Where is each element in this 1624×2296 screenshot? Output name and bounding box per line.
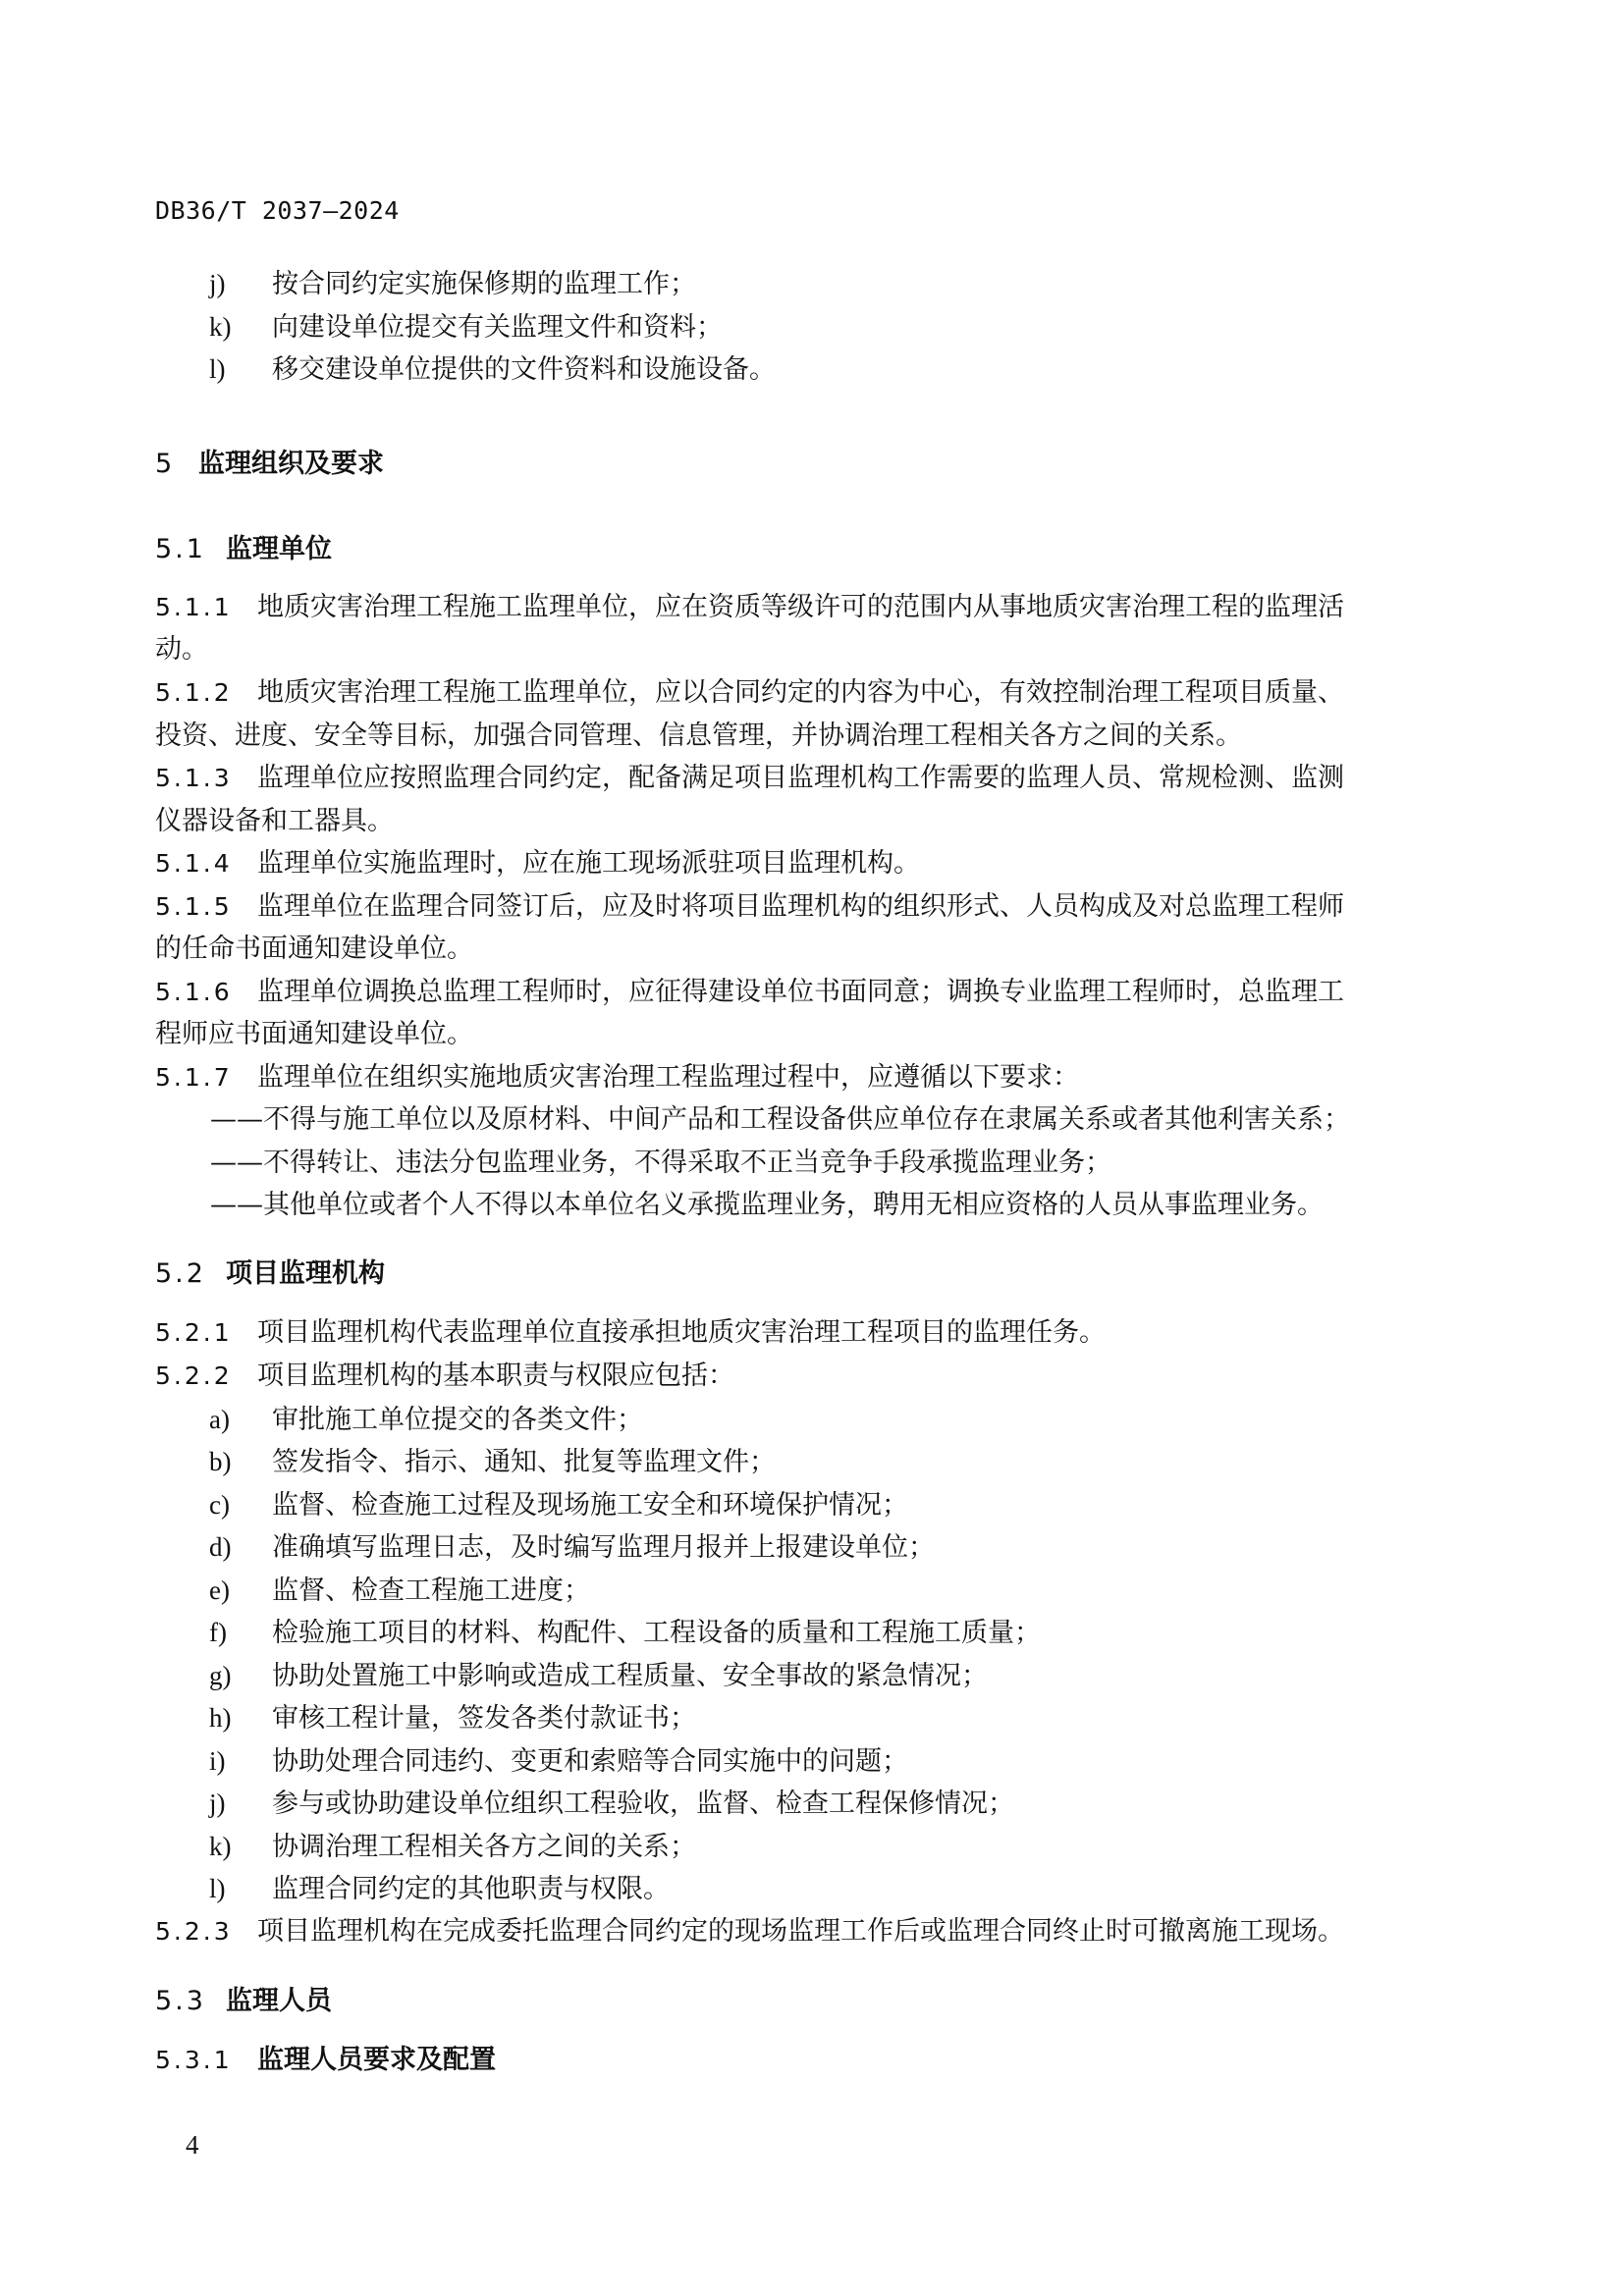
list-text: 协助处置施工中影响或造成工程质量、安全事故的紧急情况；	[272, 1661, 988, 1691]
clause-5-2-3	[155, 1910, 1344, 1953]
clause-5-1-6	[155, 971, 1344, 1014]
clause-text: 监理单位在监理合同签订后，应及时将项目监理机构的组织形式、人员构成及对总监理工程师	[257, 891, 1344, 922]
list-item	[209, 1739, 908, 1784]
section-title: 监理单位	[226, 534, 332, 564]
list-marker: a)	[209, 1405, 230, 1434]
dash-item: ——不得与施工单位以及原材料、中间产品和工程设备供应单位存在隶属关系或者其他利害关系；	[210, 1104, 1350, 1135]
list-marker: i)	[209, 1746, 226, 1776]
list-item	[209, 1525, 935, 1570]
list-text: 准确填写监理日志，及时编写监理月报并上报建设单位；	[272, 1532, 935, 1563]
list-text: 向建设单位提交有关监理文件和资料；	[272, 312, 723, 343]
section-heading-5-2	[155, 1252, 385, 1290]
list-marker: f)	[209, 1618, 227, 1647]
clause-number: 5.2.3	[155, 1917, 233, 1946]
list-marker: h)	[209, 1703, 232, 1733]
clause-text: 项目监理机构的基本职责与权限应包括：	[257, 1361, 734, 1391]
clause-number: 5.1.5	[155, 892, 233, 921]
clause-text: 监理单位实施监理时，应在施工现场派驻项目监理机构。	[257, 848, 920, 879]
clause-number: 5.1.6	[155, 978, 233, 1006]
clause-continuation: 的任命书面通知建设单位。	[155, 934, 473, 964]
document-code: DB36/T 2037—2024	[155, 196, 400, 225]
list-item	[209, 347, 776, 392]
clause-number: 5.1.1	[155, 593, 233, 621]
clause-continuation: 仪器设备和工器具。	[155, 806, 394, 836]
list-text: 监督、检查工程施工进度；	[272, 1575, 590, 1606]
list-item	[209, 1398, 643, 1442]
clause-continuation: 投资、进度、安全等目标，加强合同管理、信息管理，并协调治理工程相关各方之间的关系。	[155, 721, 1242, 751]
section-number: 5.2	[155, 1258, 206, 1289]
clause-number: 5.1.3	[155, 764, 233, 792]
clause-number: 5.2.1	[155, 1318, 233, 1347]
clause-text: 监理单位应按照监理合同约定，配备满足项目监理机构工作需要的监理人员、常规检测、监测	[257, 763, 1344, 793]
clause-continuation: 程师应书面通知建设单位。	[155, 1019, 473, 1049]
section-heading-5-3-1	[155, 2038, 496, 2076]
section-heading-5-1	[155, 527, 332, 565]
section-heading-5	[155, 442, 384, 480]
section-number: 5.3	[155, 1986, 206, 2016]
list-item	[209, 1825, 696, 1869]
list-marker: d)	[209, 1532, 232, 1562]
clause-continuation: 动。	[155, 634, 208, 665]
list-marker: g)	[209, 1661, 232, 1690]
clause-5-1-5	[155, 885, 1344, 929]
clause-5-2-1	[155, 1311, 1106, 1355]
dash-item: ——其他单位或者个人不得以本单位名义承揽监理业务，聘用无相应资格的人员从事监理业务。	[210, 1190, 1324, 1220]
clause-5-1-1	[155, 586, 1344, 629]
list-text: 检验施工项目的材料、构配件、工程设备的质量和工程施工质量；	[272, 1618, 1041, 1648]
list-item	[209, 262, 696, 306]
list-item	[209, 305, 723, 349]
list-marker: j)	[209, 269, 226, 298]
list-text: 参与或协助建设单位组织工程验收，监督、检查工程保修情况；	[272, 1789, 1014, 1819]
clause-number: 5.1.2	[155, 678, 233, 707]
list-marker: k)	[209, 1832, 232, 1861]
section-title: 项目监理机构	[226, 1258, 385, 1289]
list-text: 协调治理工程相关各方之间的关系；	[272, 1832, 696, 1862]
clause-text: 地质灾害治理工程施工监理单位，应以合同约定的内容为中心，有效控制治理工程项目质量、	[257, 677, 1344, 708]
list-text: 签发指令、指示、通知、批复等监理文件；	[272, 1447, 776, 1477]
clause-5-2-2	[155, 1355, 734, 1398]
list-item	[209, 1440, 776, 1484]
clause-5-1-7	[155, 1056, 1079, 1099]
list-text: 监理合同约定的其他职责与权限。	[272, 1874, 670, 1904]
clause-5-1-3	[155, 757, 1344, 800]
list-text: 监督、检查施工过程及现场施工安全和环境保护情况；	[272, 1490, 908, 1521]
clause-text: 监理单位调换总监理工程师时，应征得建设单位书面同意；调换专业监理工程师时，总监理工	[257, 977, 1344, 1007]
list-item	[209, 1696, 696, 1740]
list-marker: j)	[209, 1789, 226, 1818]
section-number: 5.3.1	[155, 2046, 233, 2074]
list-text: 移交建设单位提供的文件资料和设施设备。	[272, 354, 776, 385]
section-number: 5.1	[155, 534, 206, 564]
list-item	[209, 1867, 670, 1911]
list-text: 审批施工单位提交的各类文件；	[272, 1405, 643, 1435]
dash-item: ——不得转让、违法分包监理业务，不得采取不正当竞争手段承揽监理业务；	[210, 1148, 1111, 1178]
clause-text: 项目监理机构在完成委托监理合同约定的现场监理工作后或监理合同终止时可撤离施工现场。	[257, 1916, 1344, 1947]
list-text: 协助处理合同违约、变更和索赔等合同实施中的问题；	[272, 1746, 908, 1777]
list-marker: e)	[209, 1575, 230, 1605]
list-item	[209, 1483, 908, 1527]
clause-5-1-2	[155, 671, 1344, 715]
clause-number: 5.2.2	[155, 1362, 233, 1390]
list-marker: l)	[209, 1874, 226, 1903]
section-title: 监理组织及要求	[198, 449, 384, 479]
clause-number: 5.1.4	[155, 849, 233, 878]
list-item	[209, 1611, 1041, 1655]
list-item	[209, 1569, 590, 1613]
list-item	[209, 1654, 988, 1698]
list-marker: k)	[209, 312, 232, 342]
page-number: 4	[186, 2130, 199, 2160]
clause-text: 地质灾害治理工程施工监理单位，应在资质等级许可的范围内从事地质灾害治理工程的监理活	[257, 592, 1344, 622]
list-text: 按合同约定实施保修期的监理工作；	[272, 269, 696, 299]
clause-text: 项目监理机构代表监理单位直接承担地质灾害治理工程项目的监理任务。	[257, 1317, 1106, 1348]
section-title: 监理人员要求及配置	[257, 2045, 496, 2075]
section-title: 监理人员	[226, 1986, 332, 2016]
list-text: 审核工程计量，签发各类付款证书；	[272, 1703, 696, 1734]
list-marker: c)	[209, 1490, 230, 1520]
list-item	[209, 1782, 1014, 1826]
clause-5-1-4	[155, 842, 920, 885]
section-heading-5-3	[155, 1979, 332, 2017]
clause-text: 监理单位在组织实施地质灾害治理工程监理过程中，应遵循以下要求：	[257, 1062, 1079, 1093]
list-marker: l)	[209, 354, 226, 384]
section-number: 5	[155, 449, 176, 479]
list-marker: b)	[209, 1447, 232, 1476]
clause-number: 5.1.7	[155, 1063, 233, 1092]
